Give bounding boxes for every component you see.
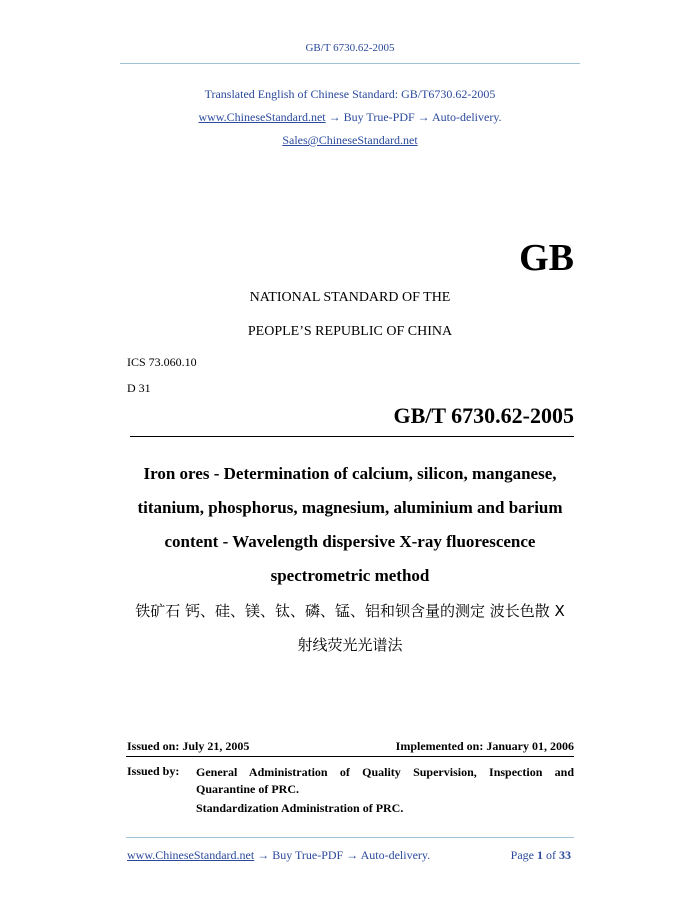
org-line-1: NATIONAL STANDARD OF THE bbox=[249, 290, 451, 305]
footer-rule bbox=[126, 837, 574, 838]
header-rule bbox=[120, 63, 580, 64]
footer-links bbox=[127, 848, 430, 863]
chinese-title-line-2: 射线荧光光谱法 bbox=[297, 636, 403, 654]
arrow-icon: → bbox=[328, 110, 341, 124]
footer-delivery-text: Auto-delivery. bbox=[360, 848, 431, 862]
org-line-2: PEOPLE’S REPUBLIC OF CHINA bbox=[247, 324, 453, 339]
page-number: 1 bbox=[537, 848, 543, 862]
page-label: Page bbox=[510, 848, 534, 862]
title-line-3: content - Wavelength dispersive X-ray fluorescence bbox=[164, 532, 536, 551]
page-total: 33 bbox=[559, 848, 571, 862]
site-link[interactable]: www.ChineseStandard.net bbox=[198, 110, 326, 124]
banner-links bbox=[0, 110, 700, 125]
header-code: GB/T 6730.62-2005 bbox=[305, 42, 395, 54]
doc-number: GB/T 6730.62-2005 bbox=[393, 403, 574, 428]
footer-buy-link[interactable]: Buy True-PDF bbox=[272, 848, 344, 862]
of-label: of bbox=[546, 848, 556, 862]
gb-logo: GB bbox=[519, 237, 574, 279]
arrow-icon: → bbox=[346, 848, 359, 862]
footer-site-link[interactable]: www.ChineseStandard.net bbox=[127, 848, 255, 862]
issued-by-org-1: General Administration of Quality Supervision, Inspection and Quarantine of PRC. bbox=[196, 765, 574, 796]
buy-link[interactable]: Buy True-PDF bbox=[343, 110, 415, 124]
translation-notice: Translated English of Chinese Standard: GB/T6730.62-2005 bbox=[204, 87, 496, 101]
issued-by-org-2: Standardization Administration of PRC. bbox=[196, 801, 404, 815]
email-link[interactable]: Sales@ChineseStandard.net bbox=[282, 133, 418, 147]
email-row bbox=[0, 133, 700, 148]
arrow-icon: → bbox=[417, 110, 430, 124]
arrow-icon: → bbox=[257, 848, 270, 862]
chinese-title-line-1: 铁矿石 钙、硅、镁、钛、磷、锰、铝和钡含量的测定 波长色散 X bbox=[135, 602, 565, 620]
title-line-4: spectrometric method bbox=[270, 566, 430, 585]
title-line-2: titanium, phosphorus, magnesium, aluminium and barium bbox=[137, 498, 563, 517]
implemented-on: Implemented on: January 01, 2006 bbox=[395, 739, 574, 753]
issued-by-label: Issued by: bbox=[127, 764, 180, 778]
title-line-1: Iron ores - Determination of calcium, silicon, manganese, bbox=[143, 464, 557, 483]
classification-code: D 31 bbox=[127, 381, 151, 395]
ics-code: ICS 73.060.10 bbox=[127, 355, 197, 369]
issue-rule bbox=[126, 756, 574, 757]
auto-delivery-text: Auto-delivery. bbox=[432, 110, 502, 124]
page-indicator bbox=[511, 848, 571, 863]
issued-on: Issued on: July 21, 2005 bbox=[127, 739, 250, 753]
doc-number-rule bbox=[130, 436, 574, 437]
